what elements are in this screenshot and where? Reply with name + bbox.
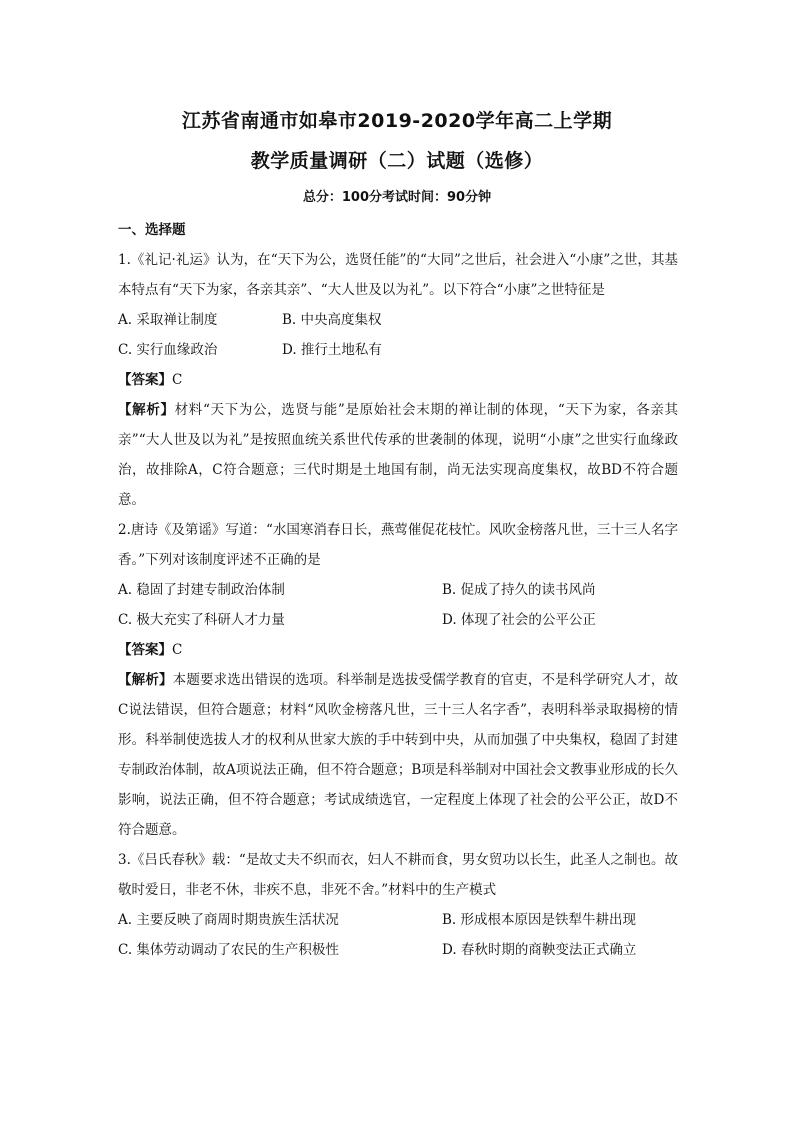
question-stem: 3.《吕氏春秋》载：“是故丈夫不织而衣，妇人不耕而食，男女贸功以长生，此圣人之制也。故敬时爱日，非老不休，非疾不息，非死不舍。”材料中的生产模式 bbox=[118, 852, 678, 898]
option-a: A. 主要反映了商周时期贵族生活状况 bbox=[118, 912, 339, 928]
option-b: B. 促成了持久的读书风尚 bbox=[442, 582, 596, 598]
analysis-text: 本题要求选出错误的选项。科举制是选拔受儒学教育的官吏，不是科学研究人才，故C说法错误，但符合题意；材料“风吹金榜落凡世，三十三人名字香”，表明科举录取揭榜的情形。科举制使选拔人才的权利从世家大族的手中转到中央，从而加强了中央集权，稳固了封建专制政治体制，故A项说法正确，但不符合题意；B项是科举制对中国社会文教事业形成的长久影响，说法正确，但不符合题意；考试成绩选官，一定程度上体现了社会的公平公正，故D不符合题意。 bbox=[118, 672, 679, 838]
option-b: B. 形成根本原因是铁犁牛耕出现 bbox=[442, 912, 637, 928]
analysis-paragraph bbox=[118, 395, 678, 515]
option-row bbox=[118, 605, 678, 635]
answer-value: C bbox=[172, 642, 183, 658]
option-row bbox=[118, 905, 678, 935]
answer-line bbox=[118, 365, 678, 395]
option-c: C. 极大充实了科研人才力量 bbox=[118, 612, 285, 628]
analysis-label: 【解析】 bbox=[118, 672, 173, 688]
question-1 bbox=[118, 245, 678, 515]
analysis-paragraph bbox=[118, 665, 678, 845]
answer-label: 【答案】 bbox=[118, 642, 172, 658]
option-d: D. 春秋时期的商鞅变法正式确立 bbox=[442, 942, 637, 958]
question-stem: 1.《礼记·礼运》认为，在“天下为公，选贤任能”的“大同”之世后，社会进入“小康”之世，其基本特点有“天下为家，各亲其亲”、“大人世及以为礼”。以下符合“小康”之世特征是 bbox=[118, 252, 678, 298]
answer-label: 【答案】 bbox=[118, 372, 172, 388]
answer-line bbox=[118, 635, 678, 665]
option-row bbox=[118, 305, 678, 335]
option-row bbox=[118, 335, 678, 365]
option-d: D. 体现了社会的公平公正 bbox=[442, 612, 596, 628]
option-d: D. 推行土地私有 bbox=[282, 342, 382, 358]
exam-content bbox=[118, 215, 678, 965]
answer-value: C bbox=[172, 372, 183, 388]
exam-title-line2: 教学质量调研（二）试题（选修） bbox=[250, 150, 544, 172]
option-row bbox=[118, 575, 678, 605]
exam-meta: 总分：100分考试时间：90分钟 bbox=[302, 190, 492, 205]
option-row bbox=[118, 935, 678, 965]
option-c: C. 实行血缘政治 bbox=[118, 342, 218, 358]
option-b: B. 中央高度集权 bbox=[282, 312, 382, 328]
option-a: A. 采取禅让制度 bbox=[118, 312, 218, 328]
option-c: C. 集体劳动调动了农民的生产积极性 bbox=[118, 942, 339, 958]
analysis-text: 材料“天下为公，选贤与能”是原始社会末期的禅让制的体现，“天下为家，各亲其亲”“大人世及以为礼”是按照血统关系世代传承的世袭制的体现，说明“小康”之世实行血缘政治，故排除A，C符合题意；三代时期是土地国有制，尚无法实现高度集权，故BD不符合题意。 bbox=[118, 402, 678, 508]
question-2 bbox=[118, 515, 678, 845]
question-stem: 2.唐诗《及第谣》写道：“水国寒消春日长，燕莺催促花枝忙。风吹金榜落凡世，三十三人名字香。”下列对该制度评述不正确的是 bbox=[118, 522, 678, 568]
analysis-label: 【解析】 bbox=[118, 402, 175, 418]
section-title: 一、选择题 bbox=[118, 222, 186, 238]
exam-title-line1: 江苏省南通市如皋市2019-2020学年高二上学期 bbox=[181, 110, 613, 132]
question-3 bbox=[118, 845, 678, 965]
option-a: A. 稳固了封建专制政治体制 bbox=[118, 582, 285, 598]
